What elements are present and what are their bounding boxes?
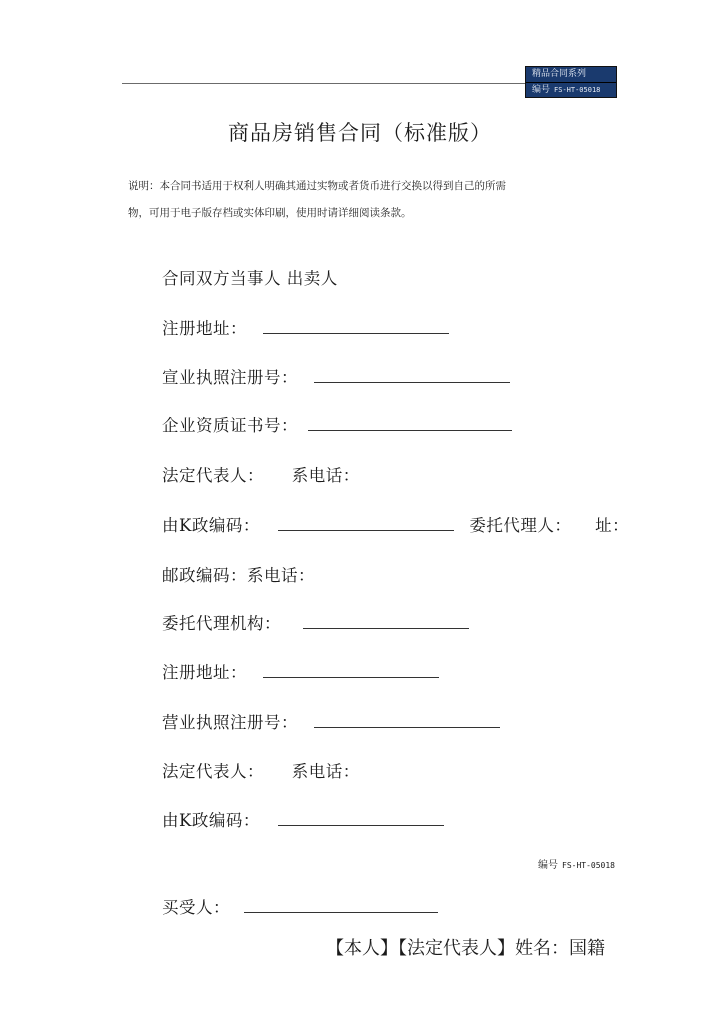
agency-postcode-row xyxy=(162,807,444,831)
agency-label: 委托代理机构： xyxy=(162,614,281,633)
note-line-2: 物，可用于电子版存档或实体印刷，使用时请详细阅读条款。 xyxy=(128,207,412,219)
seller-qualification-label: 企业资质证书号： xyxy=(162,416,298,435)
seller-license-row xyxy=(162,364,510,388)
agency-license-row xyxy=(162,709,500,733)
seller-rep-phone-label: 系电话： xyxy=(291,466,360,485)
seller-agent-addr-label: 址： xyxy=(595,516,630,535)
seller-address-label: 注册地址： xyxy=(162,319,247,338)
footer-doc-number xyxy=(538,856,615,871)
agency-license-blank[interactable] xyxy=(314,712,500,728)
badge-code-label: 编号 xyxy=(532,85,551,95)
agency-postcode-blank[interactable] xyxy=(278,810,444,826)
note-line-1: 说明：本合同书适用于权利人明确其通过实物或者货币进行交换以得到自己的所需 xyxy=(128,180,506,192)
seller-license-label: 宣业执照注册号： xyxy=(162,368,298,387)
badge-code-row xyxy=(526,83,616,98)
footer-code: FS-HT-05018 xyxy=(562,861,615,870)
agency-rep-row xyxy=(162,758,360,782)
agency-address-label: 注册地址： xyxy=(162,663,247,682)
agency-blank[interactable] xyxy=(303,613,469,629)
agency-license-label: 营业执照注册号： xyxy=(162,713,298,732)
seller-address-blank[interactable] xyxy=(263,318,449,334)
document-title: 商品房销售合同（标准版） xyxy=(228,121,492,145)
seller-postcode-row xyxy=(162,512,629,536)
seller-postcode2-row: 邮政编码：系电话： xyxy=(162,566,315,585)
buyer-person-line: 【本人】【法定代表人】姓名：国籍 xyxy=(326,938,605,959)
buyer-label: 买受人： xyxy=(162,898,230,917)
seller-rep-label: 法定代表人： xyxy=(162,466,264,485)
buyer-blank[interactable] xyxy=(244,897,438,913)
agency-rep-phone-label: 系电话： xyxy=(291,762,360,781)
footer-code-label: 编号 xyxy=(538,860,558,871)
seller-agent-label: 委托代理人： xyxy=(469,516,572,535)
seller-qualification-blank[interactable] xyxy=(308,415,512,431)
agency-rep-label: 法定代表人： xyxy=(162,762,264,781)
agency-row xyxy=(162,610,469,634)
badge-series-label: 精品合同系列 xyxy=(526,67,616,83)
seller-qualification-row xyxy=(162,412,512,436)
agency-postcode-label: 由K政编码： xyxy=(162,811,260,830)
buyer-row xyxy=(162,894,438,918)
agency-address-row xyxy=(162,659,439,683)
parties-line: 合同双方当事人 出卖人 xyxy=(162,269,338,288)
seller-postcode-blank[interactable] xyxy=(278,515,454,531)
agency-address-blank[interactable] xyxy=(263,662,439,678)
seller-rep-row xyxy=(162,462,360,486)
seller-address-row xyxy=(162,315,449,339)
series-badge xyxy=(525,66,617,98)
header-rule xyxy=(122,83,525,84)
seller-license-blank[interactable] xyxy=(314,367,510,383)
seller-postcode-label: 由K政编码： xyxy=(162,516,260,535)
badge-code: FS-HT-05018 xyxy=(554,86,601,94)
